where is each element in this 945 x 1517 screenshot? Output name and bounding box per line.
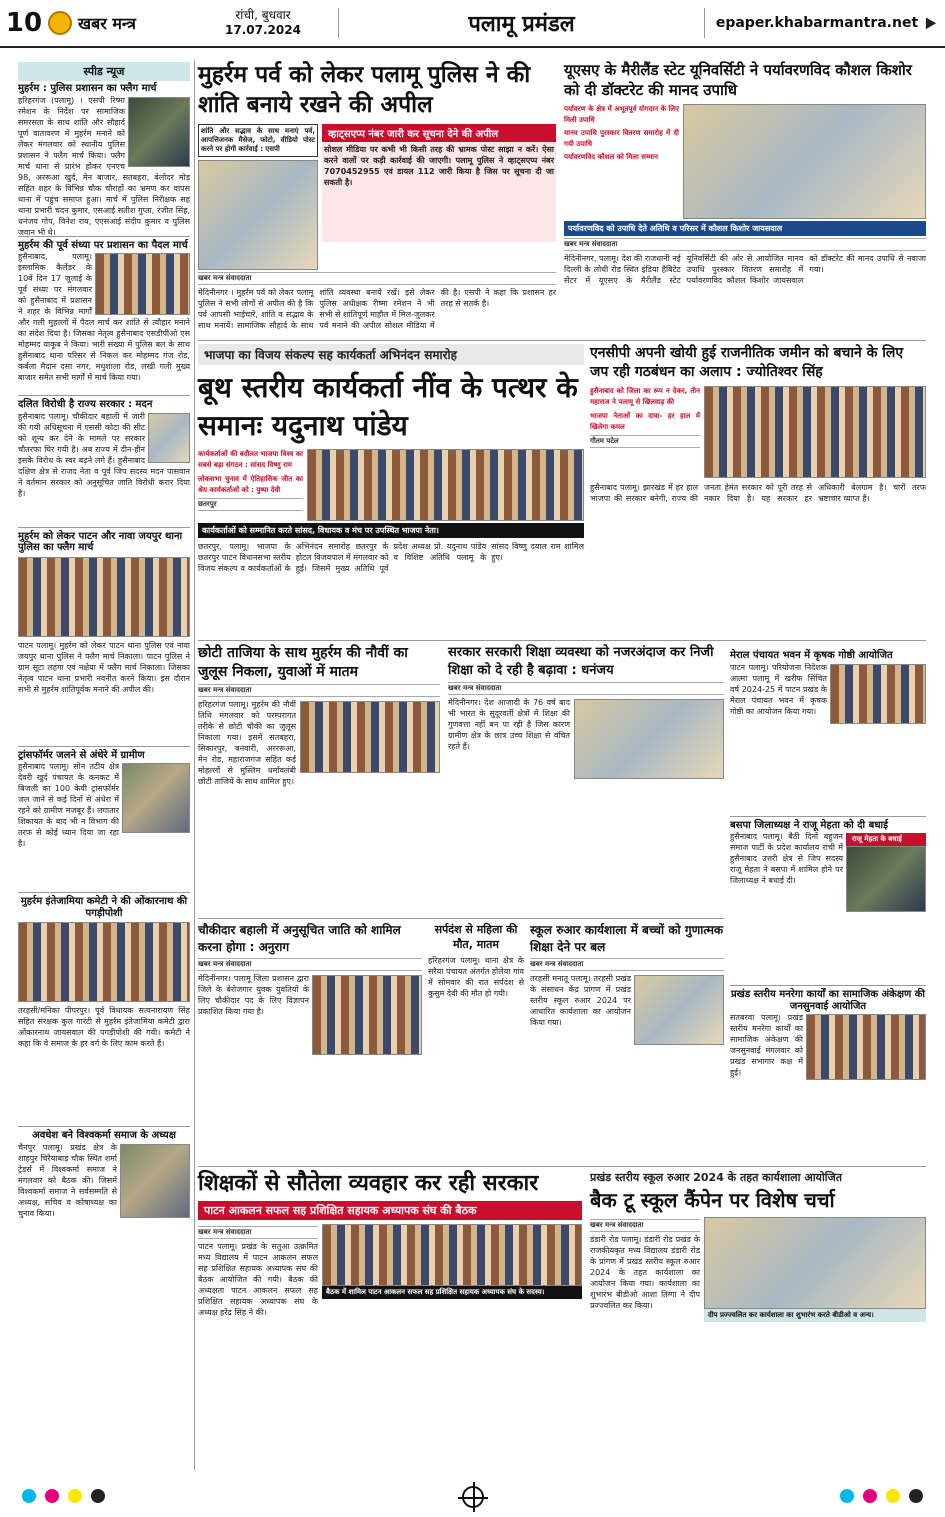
ncp-body: हुसैनाबाद पलामू। झारखंड में हर हाल भाजपा की सरकार बनेगी, राज्य की जनता हेमंत सरकार को पूरी तरह से नकार दिया है। यह सरकार हर अधिकारी बेलगाम है। चारों तरफ भ्रष्टाचार व्याप्त है।	[590, 483, 926, 503]
goshthi-photo	[830, 664, 926, 724]
brief-6-body: तरहसी/मनिका पीपरपुर। पूर्व विधायक सत्यनारायण सिंह सहित संरक्षक कुल गारंटी से मुहर्रम इंतेजामिया कमेटी द्वारा ओंकारनाथ जायसवाल की पगड़ीपोशी की गयी। कमेटी ने कहा कि वे समाज के हर वर्ग के लिए काम करते हैं।	[18, 1006, 190, 1048]
logo-emblem-icon	[48, 11, 72, 35]
cyan-dot-icon	[22, 1489, 36, 1503]
school-campaign-headline: बैक टू स्कूल कैंपेन पर विशेष चर्चा	[590, 1188, 835, 1212]
bjp-byline: छतरपुर	[198, 498, 303, 511]
school-campaign-byline: खबर मन्त्र संवाददाता	[590, 1219, 700, 1232]
teachers-byline: खबर मन्त्र संवाददाता	[198, 1226, 318, 1239]
goshthi-body: पाटन पलामू। परियोजना निदेशक आत्मा पलामू में खरीफ सिंचित वर्ष 2024-25 में पाटन प्रखंड के मेराल पंचायत भवन में कृषक गोष्ठी का आयोजन किया गया।	[730, 662, 827, 716]
brief-1-title: मुहर्रम : पुलिस प्रशासन का फ्लैग मार्च	[18, 83, 157, 94]
school-campaign-photo	[704, 1217, 926, 1309]
brief-5-body: हुसैनाबाद पलामू। सोन तटीय क्षेत्र देवरी खुर्द पंचायत के कनकट में बिजली का 100 केवी ट्रांसफॉर्मर जल जाने से कई दिनों से अंधेरा में रहने को ग्रामीण मजबूर हैं। लगातार शिकायत के बाद भी न विभाग की तरफ से कोई ध्यान दिया जा रहा है।	[18, 762, 119, 848]
section-rule-3	[198, 918, 724, 919]
basapa-body: हुसैनाबाद पलामू। बैठी दिनों बहुजन समाज पार्टी के प्रदेश कार्यालय रांची में हुसैनाबाद उत्तरी क्षेत्र से जिप सदस्य राजू मेहता ने बसपा में शामिल होने पर जिलाध्यक्ष ने बधाई दी।	[730, 832, 843, 885]
bjp-headline: बूथ स्तरीय कार्यकर्ता नींव के पत्थर के समानः यदुनाथ पांडेय	[198, 371, 578, 442]
brief-5-title: ट्रांसफॉर्मर जलने से अंधेरे में ग्रामीण	[18, 746, 190, 762]
school-campaign-photo-caption: दीप प्रज्ज्वलित कर कार्यशाला का शुभारंभ करते बीडीओ व अन्य।	[704, 1309, 926, 1322]
right-briefs	[730, 650, 926, 1230]
chowkidar-photo	[312, 975, 422, 1055]
top-right-bullet-1: पर्यावरण के क्षेत्र में अभूतपूर्व योगदान के लिए मिली उपाधि	[564, 105, 679, 124]
muharram-story	[198, 644, 440, 914]
page-number: 10	[5, 8, 43, 38]
education-byline: खबर मन्त्र संवाददाता	[448, 682, 724, 695]
section-title: पलामू प्रमंडल	[338, 8, 705, 38]
top-right-bullet-2: मानव उपाधि पुरस्कार वितरण समारोह में दी गयी उपाधि	[564, 129, 679, 148]
yellow-dot-icon	[68, 1489, 82, 1503]
section-rule-2	[198, 640, 926, 641]
workshop-body: तरहसी मनातू पलामू। तरहसी प्रखंड के संसाधन केंद्र प्रांगण में प्रखंड स्तरीय स्कूल रुआर 2024 पर आधारित कार्यशाला का आयोजन किया गया।	[530, 974, 631, 1027]
brief-7-title: अवधेश बने विश्वकर्मा समाज के अध्यक्ष	[18, 1126, 190, 1142]
cyan-dot-icon	[840, 1489, 854, 1503]
top-story-body: मेदिनीनगर । मुहर्रम पर्व को लेकर पलामू पुलिस ने सभी लोगों से अपील की है कि पर्व आपसी भाईचारे, शांति व सद्भाव के साथ मनायें। सामाजिक सौहार्द के साथ शांति व्यवस्था बनाये रखें। इसे लेकर पुलिस अधीक्षक रीष्मा रमेशन ने भी सभी से शांतिपूर्ण माहौल में मिल-जुलकर पर्व मनाने की अपील सोशल मीडिया में की है। एसपी ने कहा कि प्रशासन हर तरह से सतर्क है।	[198, 288, 556, 330]
manrega-body: सतबरवा पलामू। प्रखंड स्तरीय मनरेगा कार्यों का सामाजिक अंकेक्षण की जनसुनवाई मंगलवार को प्रखंड सभागार कक्ष में हुई।	[730, 1013, 803, 1077]
school-campaign-strap: प्रखंड स्तरीय स्कूल रुआर 2024 के तहत कार्यशाला आयोजित	[590, 1171, 843, 1184]
chowkidar-headline: चौकीदार बहाली में अनुसूचित जाति को शामिल करना होगा : अनुराग	[198, 923, 401, 954]
ncp-bullet-2: भाजपा नेताओं का दावा- हर हाल में खिलेगा कमल	[590, 412, 700, 431]
workshop-headline: स्कूल रुआर कार्यशाला में बच्चों को गुणात्मक शिक्षा देने पर बल	[530, 923, 724, 954]
dateline	[188, 8, 338, 38]
website-text[interactable]: epaper.khabarmantra.net	[715, 15, 919, 31]
education-photo	[574, 699, 724, 779]
chowkidar-byline: खबर मन्त्र संवाददाता	[198, 958, 422, 971]
brief-2-body: हुसैनाबाद, पलामू। इस्लामिक कैलेंडर के 10वें दिन 17 जुलाई के पूर्व संध्या पर मंगलवार को हुसैनाबाद में प्रशासन ने शहर के विभिन्न मार्गों और गली मुहल्लों में पैदल मार्च कर शांति से त्यौहार मनाने का संदेश दिया है। जिसका नेतृत्व हुसैनाबाद एसडीपीओ एस मोहम्मद याकूब ने किया। भारी संख्या में पुलिस बल के साथ हुसैनाबाद थाना परिसर से निकल कर मोहम्मद गंज रोड, कर्बला मैदान दसा नगर, मधुशाला रोड, लखी गली मुख्य बाजार समेत सभी मार्गों में मार्च किया गया।	[18, 252, 190, 382]
teachers-photo-caption: बैठक में शामिल पाटन आकलन सफल सह प्रशिक्षित सहायक अध्यापक संघ के सदस्य।	[322, 1286, 582, 1299]
teachers-body: पाटन पलामू। प्रखंड के सतुआ उत्क्रमित मध्य विद्यालय में पाटन आकलन सफल सह प्रशिक्षित सहायक अध्यापक संघ की बैठक आयोजित की गयी। बैठक की अध्यक्षता पाटन आकलन सफल सह प्रशिक्षित सहायक अध्यापक संघ के अध्यक्ष हरेंद्र सिंह ने की।	[198, 1242, 318, 1317]
brief-2-title: मुहर्रम की पूर्व संध्या पर प्रशासन का पैदल मार्च	[18, 236, 190, 252]
brief-3-photo	[148, 413, 190, 463]
black-dot-icon	[909, 1489, 923, 1503]
teachers-headline: शिक्षकों से सौतेला व्यवहार कर रही सरकार	[198, 1171, 539, 1196]
muharram-byline: खबर मन्त्र संवाददाता	[198, 684, 440, 697]
city-day: रांची, बुधवार	[235, 8, 291, 22]
ncp-story	[590, 344, 926, 644]
chowkidar-story	[198, 922, 422, 1162]
top-right-byline: खबर मन्त्र संवाददाता	[564, 238, 926, 251]
education-body: मेदिनीनगर। देश आजादी के 76 वर्ष बाद भी भारत के सुदूरवर्ती क्षेत्रों में शिक्षा की गुणवत्ता नहीं बन पा रही है जिस कारण ग्रामीण क्षेत्र के छात्र उच्च शिक्षा से वंचित रहते हैं।	[448, 698, 570, 751]
top-story-subbody: सोशल मीडिया पर कभी भी किसी तरह की भ्रामक पोस्ट साझा न करें। ऐसा करने वालों पर कड़ी कार्रवाई की जाएगी। पलामू पुलिस ने व्हाट्सएप्प नंबर 7070452955 एवं डायल 112 जारी किया है जिस पर सूचना दी जा सकती है।	[322, 142, 556, 242]
yellow-dot-icon	[886, 1489, 900, 1503]
registration-mark-icon	[462, 1486, 484, 1508]
sp-portrait-photo	[198, 160, 318, 270]
muharram-headline: छोटी ताजिया के साथ मुहर्रम की नौवीं का जुलूस निकला, युवाओं में मातम	[198, 645, 408, 680]
section-rule-4	[198, 1166, 926, 1167]
brief-4-body: पाटन पलामू। मुहर्रम को लेकर पाटन थाना पुलिस एवं नावा जयपुर थाना पुलिस ने फ्लैग मार्च निकाला। पाटन पुलिस ने ग्राम सूटा लहंगा एवं नक्षेया में फ्लैग मार्च निकाला। जिसका नेतृत्व पाटन थाना प्रभारी नवनीत करने किया। इस दौरान सभी से मुहर्रम शांतिपूर्वक मनाने की अपील की।	[18, 640, 190, 694]
bjp-event-photo	[307, 449, 584, 521]
brief-7-body: चैनपुर पलामू। प्रखंड क्षेत्र के शाहपुर चिरैयाबाड़ चौक स्थित शर्मा ट्रेडर्स में विश्वकर्मा समाज ने मंगलवार को बैठक की। जिसमें विश्वकर्मा समाज ने सर्वसम्मति से अध्यक्ष, सचिव व कोषाध्यक्ष का चुनाव किया।	[18, 1142, 117, 1218]
issue-date: 17.07.2024	[225, 23, 301, 37]
top-right-bullet-3: पर्यावरणविद कौशल को मिला सम्मान	[564, 153, 658, 161]
workshop-story	[530, 922, 724, 1162]
teachers-photo	[322, 1224, 582, 1286]
section-rule-1	[198, 340, 926, 341]
ncp-bullet-1: हुसैनाबाद को जिला का रूप न देकर, तीन महाराज ने पलामू से खिलवाड़ की	[590, 387, 700, 406]
website-link[interactable]	[705, 15, 945, 31]
top-story	[198, 60, 556, 338]
color-dots-right	[838, 1488, 925, 1507]
workshop-photo	[634, 975, 724, 1045]
goshthi-headline: मेराल पंचायत भवन में कृषक गोष्ठी आयोजित	[730, 650, 893, 661]
basapa-caption: राजू मेहता के बधाई	[846, 833, 926, 846]
brief-4-photo	[18, 557, 190, 637]
masthead	[0, 0, 945, 48]
top-story-byline: खबर मन्त्र संवाददाता	[198, 272, 556, 285]
award-photo	[683, 104, 926, 219]
left-column	[18, 62, 190, 1472]
paper-logo	[48, 11, 188, 35]
muharram-body: हरिहरगंज पलामू। मुहर्रम की नौवीं तिथि मंगलवार को परम्परागत तरीके से छोटी चौकी का जुलूस निकाला गया। इसमें सतबहरा, सिकारपुर, बनवारी, अरररूआ, मेन रोड, महाराजगंज सहित कई मोहल्लों से मुस्लिम धर्मावलंबी छोटी ताजियें के साथ शामिल हुए।	[198, 700, 296, 786]
brief-3-body: हुसैनाबाद पलामू। चौकीदार बहाली में जारी की गयी अधिसूचना में एससी कोटा की सीट को शून्य कर देने के मामले पर सरकार चौतरफा घिर गयी है। अब राज्य में दीन-हीन इसके विरोध के स्वर बढ़ने लगे हैं। हुसैनाबाद दक्षिण क्षेत्र से राजद नेता व पूर्व जिप सदस्य मदन पासवान ने वर्तमान सरकार को अनुसूचित जाति विरोधी करार दिया है।	[18, 411, 190, 498]
ncp-byline: गौतम पटेल	[590, 435, 700, 448]
bjp-story	[198, 344, 584, 634]
column-rule	[194, 60, 195, 1470]
basapa-photo	[846, 846, 926, 912]
magenta-dot-icon	[863, 1489, 877, 1503]
workshop-byline: खबर मन्त्र संवाददाता	[530, 958, 724, 971]
speed-news-label: स्पीड न्यूज	[18, 62, 190, 81]
bjp-bullet-1: कार्यकर्ताओं की बदौलत भाजपा विश्व का सबसे बड़ा संगठन : सांसद विष्णु राम	[198, 450, 303, 469]
cursor-icon	[920, 13, 936, 29]
chowkidar-body: मेदिनीनगर। पलामू जिला प्रशासन द्वारा जिले के बेरोजगार युवक युवतियों के लिए चौकीदार पद के लिए विज्ञापन प्रकाशित किया गया है।	[198, 974, 309, 1016]
manrega-headline: प्रखंड स्तरीय मनरेगा कार्यों का सामाजिक अंकेक्षण की जनसुनवाई आयोजित	[730, 985, 926, 1012]
top-right-headline: यूएसए के मैरीलैंड स्टेट यूनिवर्सिटी ने पर्यावरणविद कौशल किशोर को दी डॉक्टरेट की मानद उपाधि	[564, 61, 912, 99]
brief-6-title: मुहर्रम इंतेजामिया कमेटी ने की ओंकारनाथ की पगड़ीपोशी	[18, 892, 190, 919]
black-dot-icon	[91, 1489, 105, 1503]
education-headline: सरकार सरकारी शिक्षा व्यवस्था को नजरअंदाज कर निजी शिक्षा को दे रही है बढ़ावा : धनंजय	[448, 645, 714, 678]
brief-7-photo	[120, 1144, 190, 1218]
brief-1-photo	[128, 97, 190, 167]
ncp-headline: एनसीपी अपनी खोयी हुई राजनीतिक जमीन को बचाने के लिए जप रही गठबंधन का अलाप : ज्योतिश्वर सिंह	[590, 345, 904, 380]
paper-name: खबर मन्त्र	[78, 14, 136, 33]
brief-6-photo	[18, 922, 190, 1002]
bjp-photo-caption: कार्यकर्ताओं को सम्मानित करते सांसद, विधायक व मंच पर उपस्थित भाजपा नेता।	[198, 523, 584, 538]
brief-1-body: हरिहरगंज (पलामू) । एसपी रिष्मा रमेशन के निर्देश पर सामाजिक समरसता के साथ शांति और सौहार्द पूर्ण वातावरण में मुहर्रम मनाने को लेकर मंगलवार को स्थानीय पुलिस प्रशासन ने फ्लैग मार्च किया। फ्लैग मार्च थाना से प्रारंभ होकर एनएच 98, अररूआ खुर्द, मेन बाजार, सतबहरा, बेलोदर मोड़ सहित शहर के विभिन्न चौक चौराहों का भ्रमण कर वापस थाना में पहुंच समाप्त हुआ। मार्च में पुलिस निरीक्षक सह थाना प्रभारी चंदन कुमार, एसआई सतीश गुप्ता, रंजीत सिंह, धनंजय गोप, विनेश राय, एएसआई संदीप कुमार व पुलिस जवान भी थे।	[18, 95, 190, 237]
top-story-subhead: व्हाट्सएप्प नंबर जारी कर सूचना देने की अपील	[322, 124, 556, 142]
snakebite-story	[428, 922, 524, 1162]
snakebite-body: हरिहरगंज पलामू। थाना क्षेत्र के सरैया पंचायत अंतर्गत होलेया गांव में सोमवार की रात सर्पदंश से कुसुम देवी की मौत हो गयी।	[428, 956, 524, 998]
manrega-photo	[806, 1014, 926, 1080]
muharram-photo	[300, 701, 440, 773]
teachers-story	[198, 1170, 582, 1470]
top-story-quote: शांति और सद्भाव के साथ मनाएं पर्व, आपत्तिजनक मैसेज, फोटो, वीडियो पोस्ट करने पर होगी कार्रवाई : एसपी	[198, 124, 318, 157]
basapa-headline: बसपा जिलाध्यक्ष ने राजू मेहता को दी बधाई	[730, 816, 926, 832]
snakebite-headline: सर्पदंश से महिला की मौत, मातम	[434, 923, 518, 951]
ncp-event-photo	[704, 386, 926, 478]
top-right-story	[564, 60, 926, 338]
bjp-body: छतरपुर, पलामू। भाजपा के छतरपुर पाटन विधानसभा स्तरीय विजय संकल्प व कार्यकर्ताओं के अभिनंदन समारोह छतरपुर के होटल विजयपाल में मंगलवार को हुई। जिसमें मुख्य अतिथि पूर्व प्रदेश अध्यक्ष प्रो. यदुनाथ पांडेय व विशिष्ट अतिथि पलामू के सांसद विष्णु दयाल राम शामिल हुए।	[198, 542, 584, 573]
brief-4-title: मुहर्रम को लेकर पाटन और नावा जयपुर थाना पुलिस का फ्लैग मार्च	[18, 527, 190, 554]
top-story-headline: मुहर्रम पर्व को लेकर पलामू पुलिस ने की शांति बनाये रखने की अपील	[198, 62, 531, 118]
brief-5-photo	[122, 763, 190, 833]
magenta-dot-icon	[45, 1489, 59, 1503]
award-photo-caption: पर्यावरणविद को उपाधि देते अतिथि व परिसर में कौशल किशोर जायसवाल	[564, 221, 926, 236]
school-campaign-body: डंडारी रोड पलामू। डंडारी रोड प्रखंड के राजकीयकृत मध्य विद्यालय डंडारी रोड के प्रांगण में प्रखंड स्तरीय स्कूल रुआर 2024 के तहत कार्यशाला का आयोजन किया गया। कार्यशाला का शुभारंभ बीडीओ आशा तिग्गा ने दीप प्रज्ज्वलित कर किया।	[590, 1235, 700, 1310]
school-campaign-story	[590, 1170, 926, 1470]
brief-2-photo	[95, 253, 190, 315]
education-story	[448, 644, 724, 914]
bjp-strap: भाजपा का विजय संकल्प सह कार्यकर्ता अभिनंदन समारोह	[198, 344, 584, 365]
brief-3-title: दलित विरोधी है राज्य सरकार : मदन	[18, 395, 190, 411]
top-right-body: मेदिनीनगर, पलामू। देश की राजधानी नई दिल्ली के लोधी रोड स्थित इंडिया हैबिटेट सेंटर में यूएसए के मैरीलैंड स्टेट यूनिवर्सिटी की ओर से आयोजित मानव उपाधि पुरस्कार वितरण समारोह में पर्यावरणविद कौशल किशोर जायसवाल को डॉक्टरेट की मानद उपाधि से नवाजा गया।	[564, 254, 926, 285]
bjp-bullet-2: लोकसभा चुनाव में ऐतिहासिक जीत का श्रेय कार्यकर्ताओं को : पुष्पा देवी	[198, 475, 303, 494]
print-registration-bar	[0, 1477, 945, 1517]
teachers-strap: पाटन आकलन सफल सह प्रशिक्षित सहायक अध्यापक संघ की बैठक	[198, 1201, 582, 1220]
color-dots-left	[20, 1488, 107, 1507]
